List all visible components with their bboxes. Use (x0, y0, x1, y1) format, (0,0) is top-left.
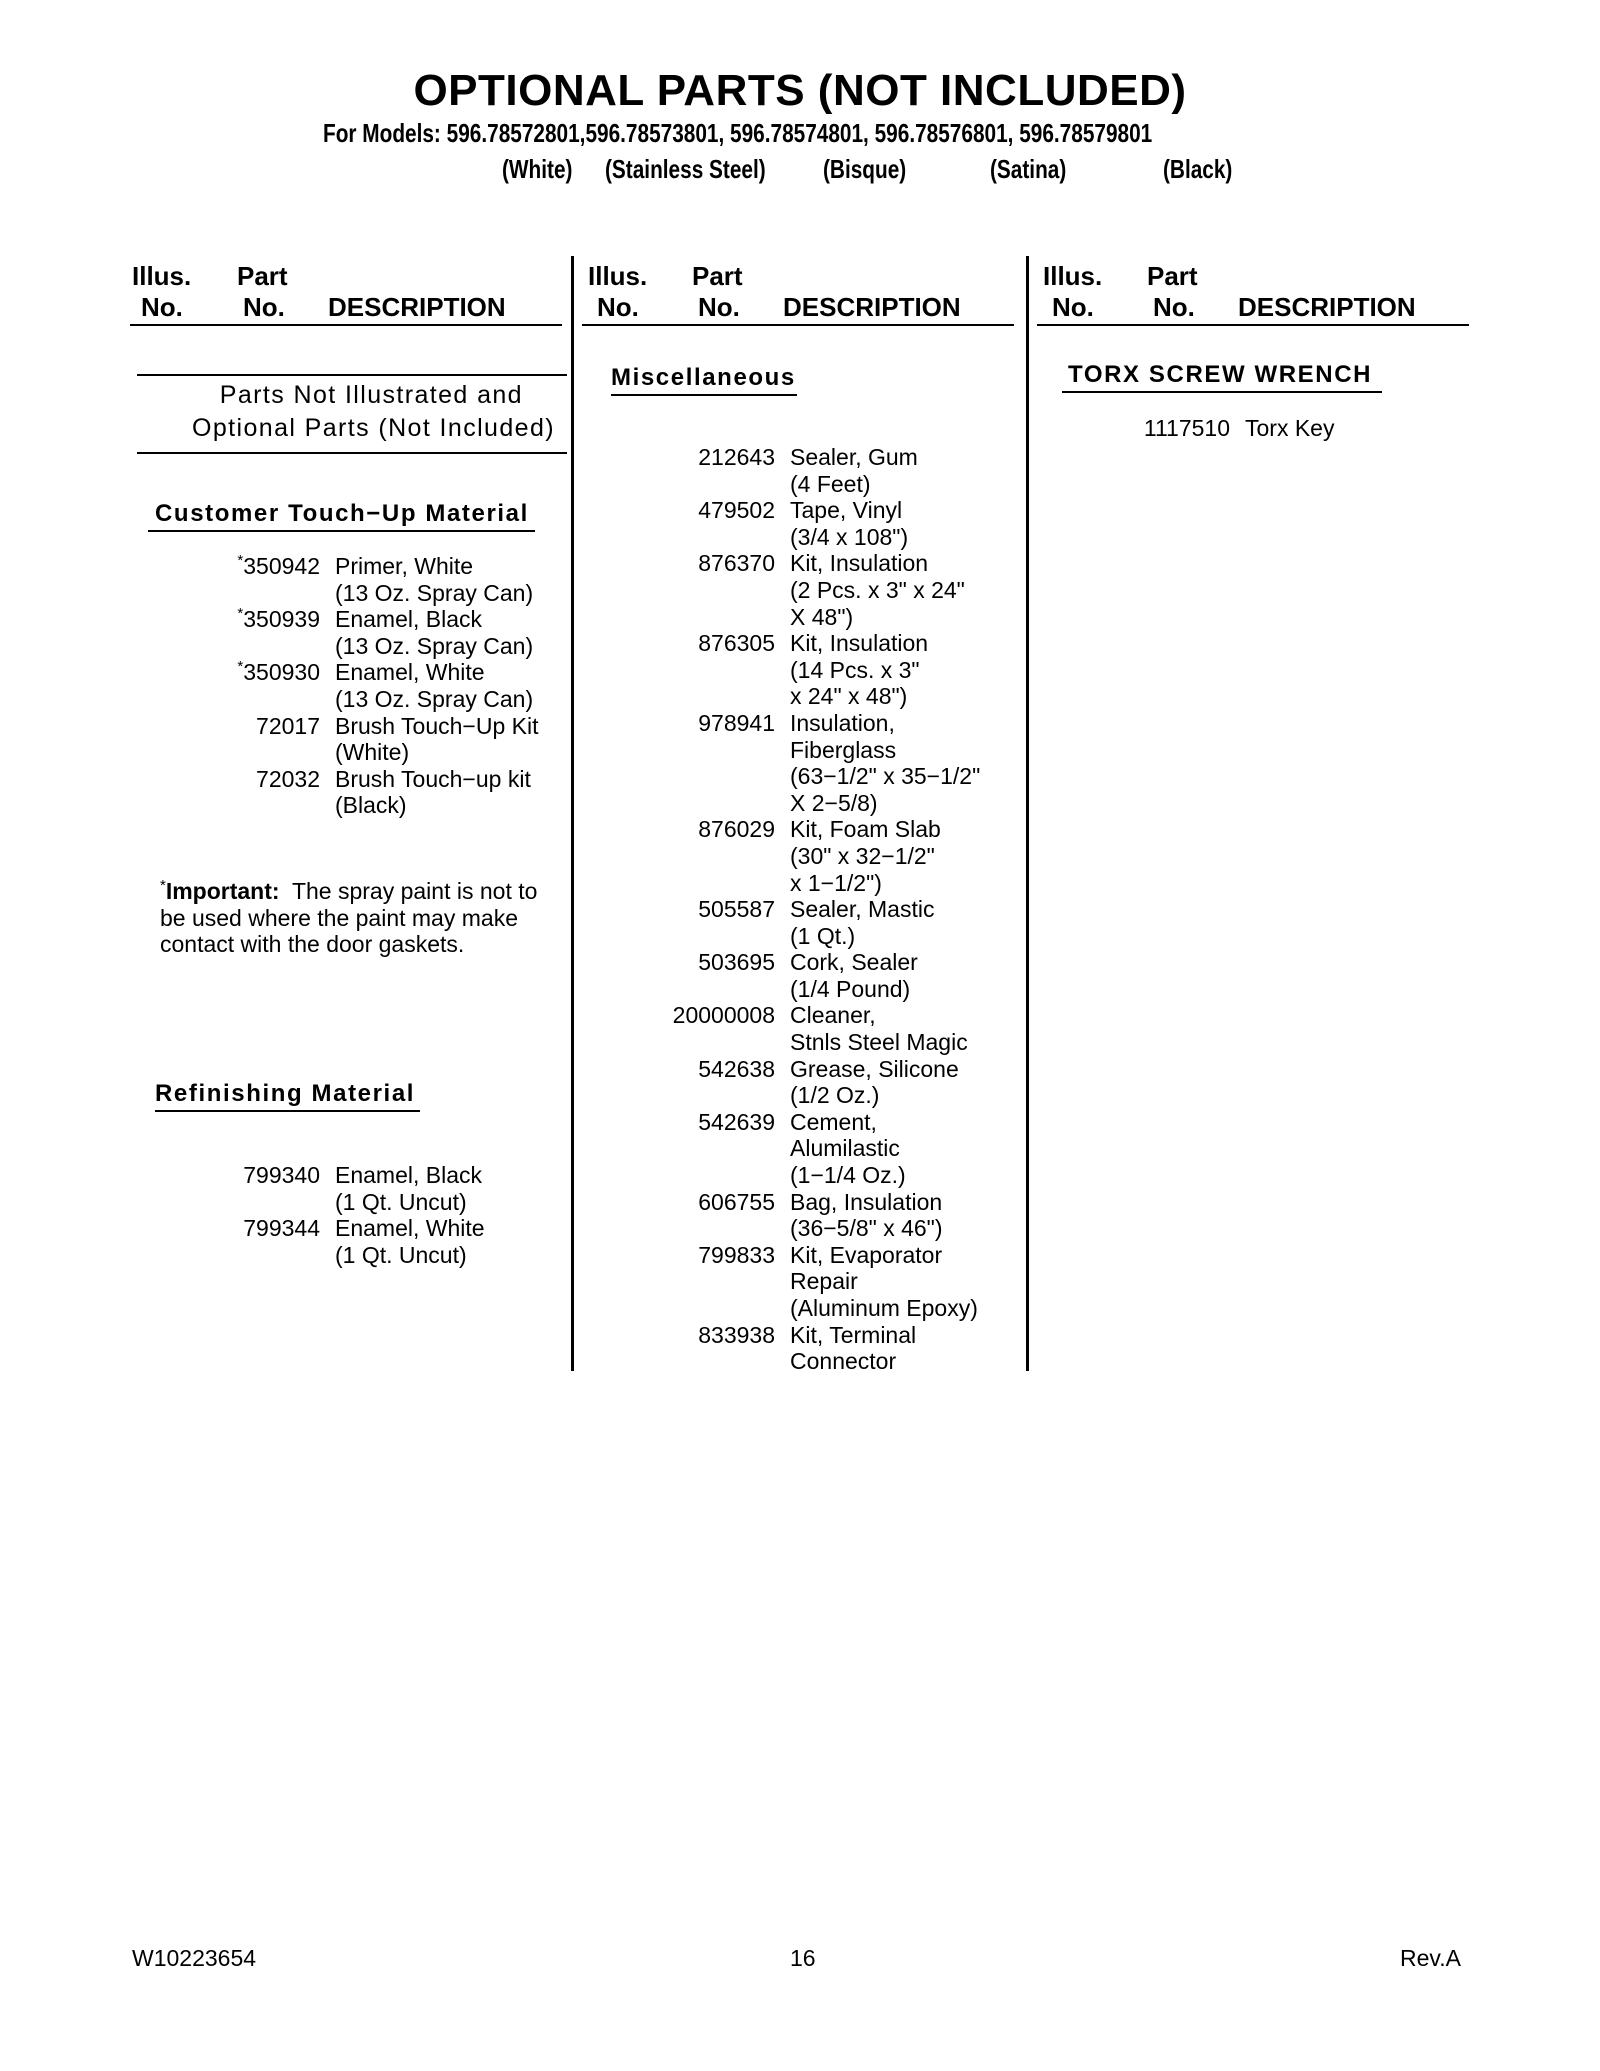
part-number: 542638 (698, 1055, 775, 1082)
part-description: Enamel, White (13 Oz. Spray Can) (335, 659, 534, 712)
part-description: Primer, White (13 Oz. Spray Can) (335, 553, 534, 606)
models-line: For Models: 596.78572801,596.78573801, 596.78574801, 596.78576801, 596.78579801 (323, 118, 1153, 148)
part-row (590, 497, 980, 550)
part-row (590, 1322, 980, 1375)
box-text-line2: Optional Parts (Not Included) (192, 414, 555, 442)
footer-doc-number: W10223654 (132, 1945, 257, 1971)
part-number: 350939 (243, 606, 320, 633)
part-row (590, 550, 980, 630)
col3-header-illus-no: No. (1052, 292, 1094, 322)
important-note (160, 878, 560, 958)
col3-header-illus: Illus. (1043, 261, 1103, 291)
section-title-refinishing: Refinishing Material (155, 1080, 416, 1107)
col2-header-illus-no: No. (597, 292, 639, 322)
part-number: 542639 (698, 1108, 775, 1135)
part-row (140, 766, 539, 819)
part-row (590, 896, 980, 949)
part-description: Enamel, Black (1 Qt. Uncut) (335, 1162, 483, 1215)
part-number: 876305 (698, 630, 775, 657)
asterisk-mark: * (237, 605, 244, 623)
part-number-cell (590, 444, 775, 497)
part-number-cell (590, 1189, 775, 1242)
part-number: 833938 (698, 1321, 775, 1348)
part-description: Kit, Insulation (2 Pcs. x 3" x 24" X 48") (790, 550, 965, 630)
part-number-cell (590, 816, 775, 896)
part-description: Cork, Sealer (1/4 Pound) (790, 949, 918, 1002)
part-description: Brush Touch−up kit (Black) (335, 765, 531, 819)
section-title-torx: TORX SCREW WRENCH (1068, 361, 1373, 388)
part-number-cell (140, 553, 320, 606)
part-description: Brush Touch−Up Kit (White) (335, 712, 539, 766)
box-top-rule (137, 374, 567, 376)
section-title-miscellaneous: Miscellaneous (611, 364, 796, 391)
part-description: Enamel, White (1 Qt. Uncut) (335, 1215, 485, 1268)
part-number: 20000008 (672, 1002, 775, 1029)
box-bottom-rule (137, 452, 567, 454)
part-description: Kit, Terminal Connector (790, 1321, 917, 1375)
part-number-cell (590, 550, 775, 630)
miscellaneous-list (590, 444, 980, 1375)
part-row (590, 1002, 980, 1055)
part-number-cell (140, 606, 320, 659)
part-row (1060, 415, 1334, 442)
part-description: Cleaner, Stnls Steel Magic (790, 1002, 968, 1056)
box-text-line1: Parts Not Illustrated and (219, 381, 523, 409)
part-row (590, 1056, 980, 1109)
part-description: Kit, Insulation (14 Pcs. x 3" x 24" x 48") (790, 630, 929, 710)
part-description: Insulation, Fiberglass (63−1/2" x 35−1/2" X 2−5/8) (790, 709, 981, 816)
column-divider-1 (571, 256, 574, 1371)
section-rule-miscellaneous (611, 394, 797, 396)
part-row (590, 710, 980, 816)
col1-header-part-no: No. (243, 292, 285, 322)
refinishing-list (140, 1162, 485, 1268)
part-number-cell (590, 710, 775, 816)
part-number-cell (590, 1109, 775, 1189)
part-number-cell (140, 766, 320, 819)
col3-header-description: DESCRIPTION (1238, 292, 1416, 322)
part-number: 72017 (256, 712, 320, 739)
part-number-cell (590, 1322, 775, 1375)
col2-header-rule (582, 324, 1014, 326)
part-number: 350930 (243, 659, 320, 686)
part-number: 72032 (256, 765, 320, 792)
part-description: Torx Key (1245, 415, 1335, 441)
part-row (590, 816, 980, 896)
part-description: Cement, Alumilastic (1−1/4 Oz.) (790, 1108, 906, 1189)
col1-header-description: DESCRIPTION (328, 292, 506, 322)
col2-header-part: Part (692, 261, 743, 291)
section-rule-torx (1062, 391, 1382, 393)
asterisk-mark: * (237, 658, 244, 676)
part-number-cell (590, 949, 775, 1002)
part-row (590, 949, 980, 1002)
col2-header-description: DESCRIPTION (783, 292, 961, 322)
part-description: Kit, Foam Slab (30" x 32−1/2" x 1−1/2") (790, 816, 941, 896)
part-number-cell (590, 497, 775, 550)
part-row (140, 1162, 485, 1215)
part-description: Sealer, Gum (4 Feet) (790, 444, 918, 497)
part-number-cell (140, 1215, 320, 1268)
part-number-cell (140, 659, 320, 712)
part-description: Sealer, Mastic (1 Qt.) (790, 896, 935, 949)
part-number-cell (140, 713, 320, 766)
part-number-cell (590, 1242, 775, 1322)
part-row (140, 553, 539, 606)
note-text: The spray paint is not to be used where the paint may make contact with the door gaskets. (160, 878, 538, 958)
part-row (590, 444, 980, 497)
column-divider-2 (1026, 256, 1029, 1371)
part-number: 799833 (698, 1241, 775, 1268)
col3-header-rule (1037, 324, 1469, 326)
part-description: Grease, Silicone (1/2 Oz.) (790, 1055, 959, 1109)
part-number: 1117510 (1143, 415, 1230, 441)
section-rule-touchup (148, 530, 535, 532)
part-number: 350942 (243, 553, 320, 579)
part-row (140, 606, 539, 659)
note-label: Important: (165, 878, 280, 904)
part-description: Bag, Insulation (36−5/8" x 46") (790, 1188, 943, 1242)
note-asterisk: * (160, 877, 166, 894)
page-title: OPTIONAL PARTS (NOT INCLUDED) (413, 66, 1187, 115)
part-row (140, 1215, 485, 1268)
part-number: 479502 (698, 497, 775, 524)
footer-page-number: 16 (790, 1945, 816, 1971)
finish-satina: (Satina) (990, 154, 1067, 184)
finish-bisque: (Bisque) (823, 154, 907, 184)
part-description: Tape, Vinyl (3/4 x 108") (790, 497, 909, 550)
col3-header-part-no: No. (1153, 292, 1195, 322)
part-number: 876370 (698, 550, 775, 577)
part-number-cell (1060, 415, 1230, 442)
col1-header-illus: Illus. (132, 261, 192, 291)
part-number: 503695 (698, 949, 775, 976)
part-row (590, 1242, 980, 1322)
part-row (590, 1189, 980, 1242)
section-rule-refinishing (155, 1110, 420, 1112)
part-number: 978941 (698, 709, 775, 736)
part-row (590, 630, 980, 710)
touchup-list (140, 553, 539, 819)
part-number: 799340 (243, 1162, 320, 1188)
col1-header-part: Part (237, 261, 288, 291)
part-number: 799344 (243, 1215, 320, 1242)
finish-white: (White) (502, 154, 573, 184)
part-row (590, 1109, 980, 1189)
part-row (140, 659, 539, 712)
col2-header-part-no: No. (698, 292, 740, 322)
part-number-cell (590, 1056, 775, 1109)
part-number: 876029 (698, 816, 775, 843)
section-title-touchup: Customer Touch−Up Material (155, 500, 529, 527)
asterisk-mark: * (237, 552, 244, 569)
part-description: Kit, Evaporator Repair (Aluminum Epoxy) (790, 1241, 978, 1321)
torx-list (1060, 415, 1334, 442)
part-number: 606755 (698, 1188, 775, 1215)
col1-header-rule (130, 324, 562, 326)
part-number-cell (140, 1162, 320, 1215)
part-description: Enamel, Black (13 Oz. Spray Can) (335, 606, 534, 659)
footer-revision: Rev.A (1400, 1945, 1461, 1971)
col2-header-illus: Illus. (588, 261, 648, 291)
part-row (140, 713, 539, 766)
part-number-cell (590, 1002, 775, 1055)
finish-black: (Black) (1163, 154, 1233, 184)
col3-header-part: Part (1147, 261, 1198, 291)
finish-stainless: (Stainless Steel) (605, 154, 766, 184)
col1-header-illus-no: No. (141, 292, 183, 322)
part-number-cell (590, 896, 775, 949)
part-number: 212643 (698, 444, 775, 470)
part-number: 505587 (698, 896, 775, 923)
part-number-cell (590, 630, 775, 710)
